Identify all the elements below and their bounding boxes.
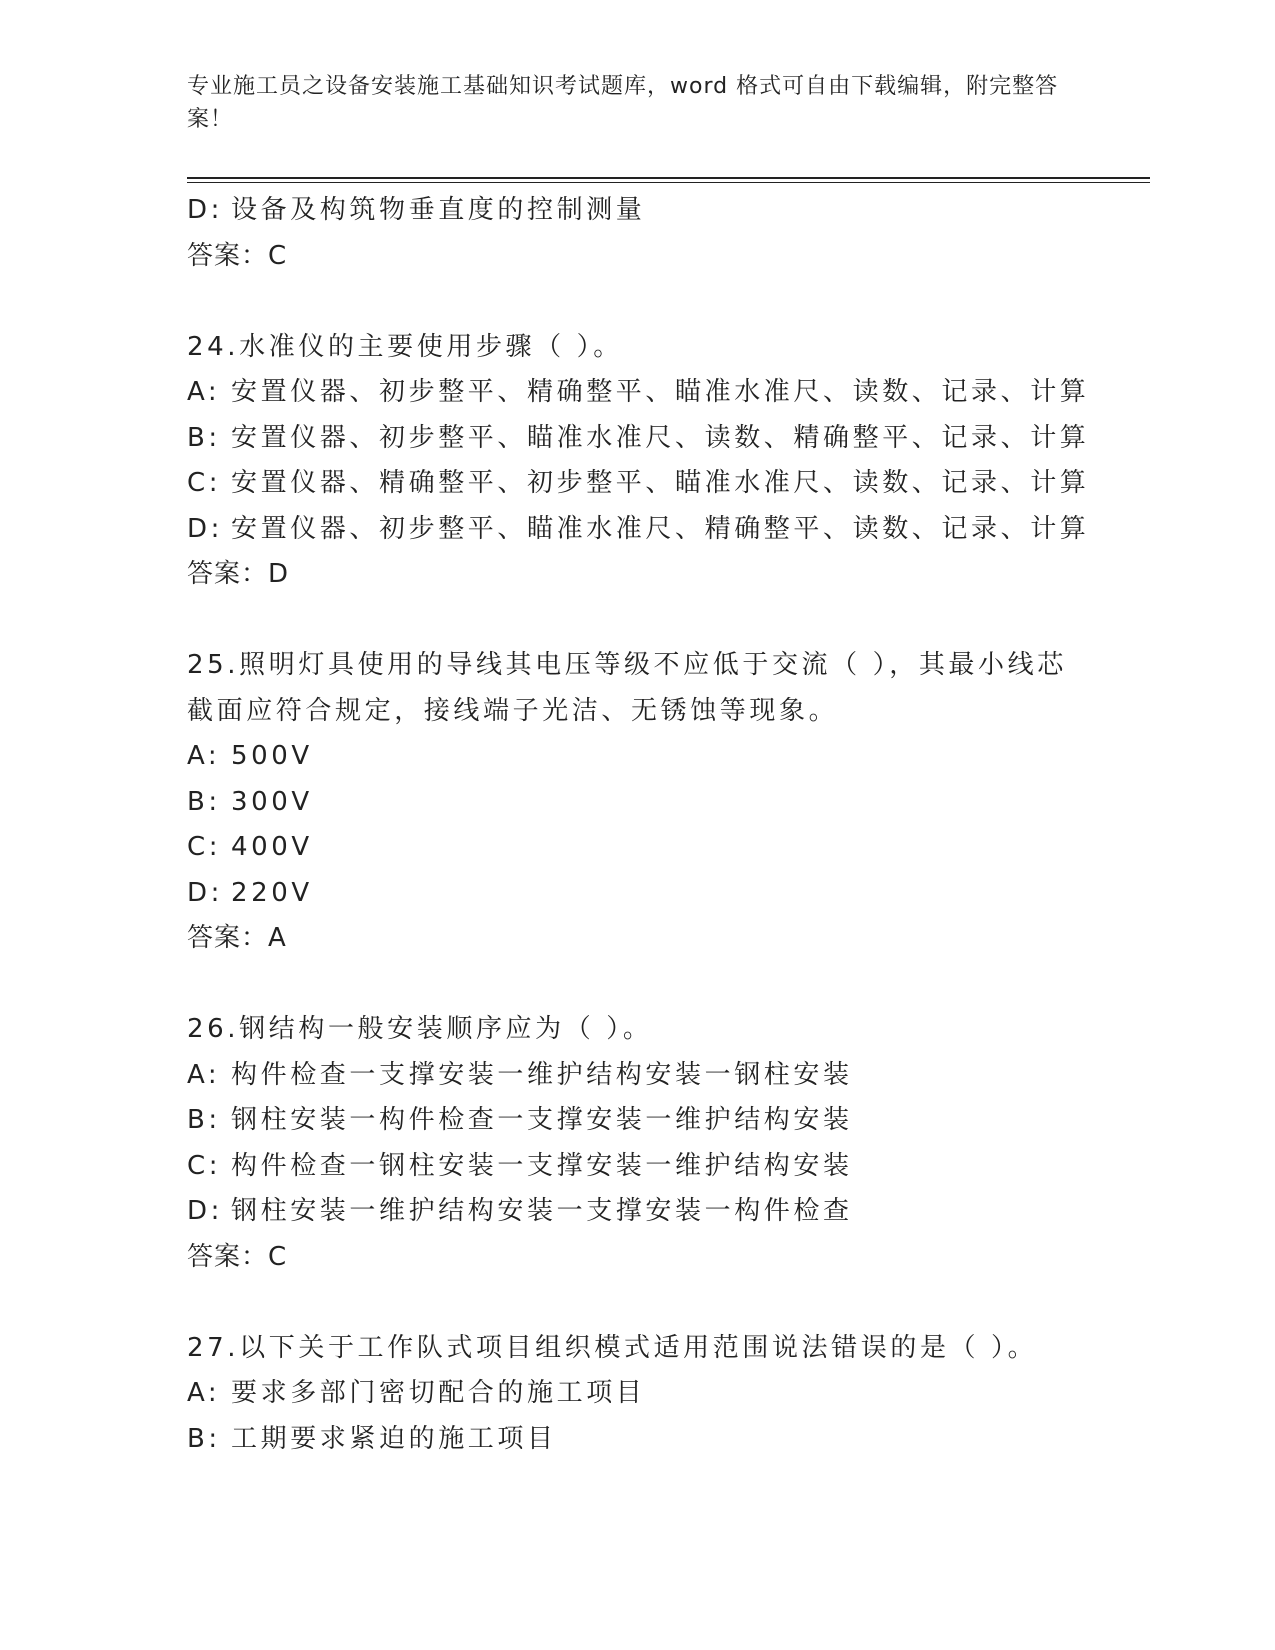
option-key: C: [187, 832, 222, 862]
option-text: 钢柱安装一维护结构安装一支撑安装一构件检查 [231, 1196, 853, 1226]
option-key: B: [187, 786, 221, 817]
option-item [187, 188, 1087, 234]
answer-line [187, 916, 1087, 962]
spacer [187, 598, 1087, 644]
answer-label: 答案： [187, 923, 269, 953]
document-body [187, 188, 1090, 1462]
option-key: B: [187, 1423, 221, 1454]
option-text: 设备及构筑物垂直度的控制测量 [231, 195, 646, 225]
option-text: 工期要求紧迫的施工项目 [231, 1423, 557, 1454]
question-26: 26.钢结构一般安装顺序应为（ ）。 [187, 1014, 653, 1044]
option-key: B: [187, 1105, 221, 1135]
option-item [187, 461, 1090, 507]
option-text: 500V [231, 741, 313, 771]
document-header: 专业施工员之设备安装施工基础知识考试题库，word 格式可自由下载编辑，附完整答案！ [187, 74, 1059, 132]
option-key: B: [187, 422, 221, 453]
spacer [187, 279, 1087, 325]
option-item [187, 734, 1087, 780]
spacer [187, 1280, 1087, 1326]
option-item [187, 1189, 1087, 1235]
answer-label: 答案： [187, 559, 269, 589]
answer-value: C [268, 1241, 288, 1272]
question-27: 27.以下关于工作队式项目组织模式适用范围说法错误的是（ ）。 [187, 1332, 1038, 1363]
header-divider-thin [187, 182, 1150, 183]
option-key: C: [187, 1150, 222, 1181]
option-item [187, 780, 1087, 826]
option-key: C: [187, 468, 222, 498]
option-item [187, 871, 1087, 917]
option-text: 安置仪器、初步整平、瞄准水准尺、读数、精确整平、记录、计算 [231, 422, 1090, 453]
option-item [187, 507, 1090, 553]
answer-label: 答案： [187, 1241, 269, 1272]
option-text: 安置仪器、初步整平、精确整平、瞄准水准尺、读数、记录、计算 [231, 377, 1090, 407]
option-text: 安置仪器、初步整平、瞄准水准尺、精确整平、读数、记录、计算 [231, 513, 1090, 544]
answer-value: C [268, 240, 288, 271]
answer-line [187, 552, 1087, 598]
option-item [187, 825, 1087, 871]
answer-label: 答案： [187, 240, 269, 271]
answer-value: D [268, 559, 290, 589]
option-text: 构件检查一钢柱安装一支撑安装一维护结构安装 [231, 1150, 853, 1181]
answer-line [187, 234, 1087, 280]
option-text: 300V [231, 786, 313, 817]
option-key: A: [187, 741, 221, 771]
option-key: A: [187, 1378, 221, 1408]
option-item [187, 1371, 1087, 1417]
option-key: A: [187, 1059, 221, 1090]
option-text: 220V [231, 877, 313, 908]
spacer [187, 962, 1087, 1008]
option-key: D: [187, 877, 223, 908]
answer-line [187, 1235, 1087, 1281]
question-25: 25.照明灯具使用的导线其电压等级不应低于交流（ ），其最小线芯截面应符合规定，接线端子光洁、无锈蚀等现象。 [187, 650, 1067, 726]
option-text: 400V [231, 832, 313, 862]
option-key: A: [187, 377, 221, 407]
option-key: D: [187, 195, 223, 225]
option-item [187, 1417, 1087, 1463]
option-item [187, 1144, 1087, 1190]
option-item [187, 370, 1090, 416]
option-text: 安置仪器、精确整平、初步整平、瞄准水准尺、读数、记录、计算 [231, 468, 1090, 498]
option-item [187, 1053, 1087, 1099]
option-text: 要求多部门密切配合的施工项目 [231, 1378, 646, 1408]
header-divider [187, 177, 1150, 179]
option-text: 构件检查一支撑安装一维护结构安装一钢柱安装 [231, 1059, 853, 1090]
option-key: D: [187, 513, 223, 544]
option-text: 钢柱安装一构件检查一支撑安装一维护结构安装 [231, 1105, 853, 1135]
option-item [187, 416, 1090, 462]
option-key: D: [187, 1196, 223, 1226]
question-24: 24.水准仪的主要使用步骤（ ）。 [187, 331, 623, 362]
option-item [187, 1098, 1087, 1144]
answer-value: A [268, 923, 287, 953]
